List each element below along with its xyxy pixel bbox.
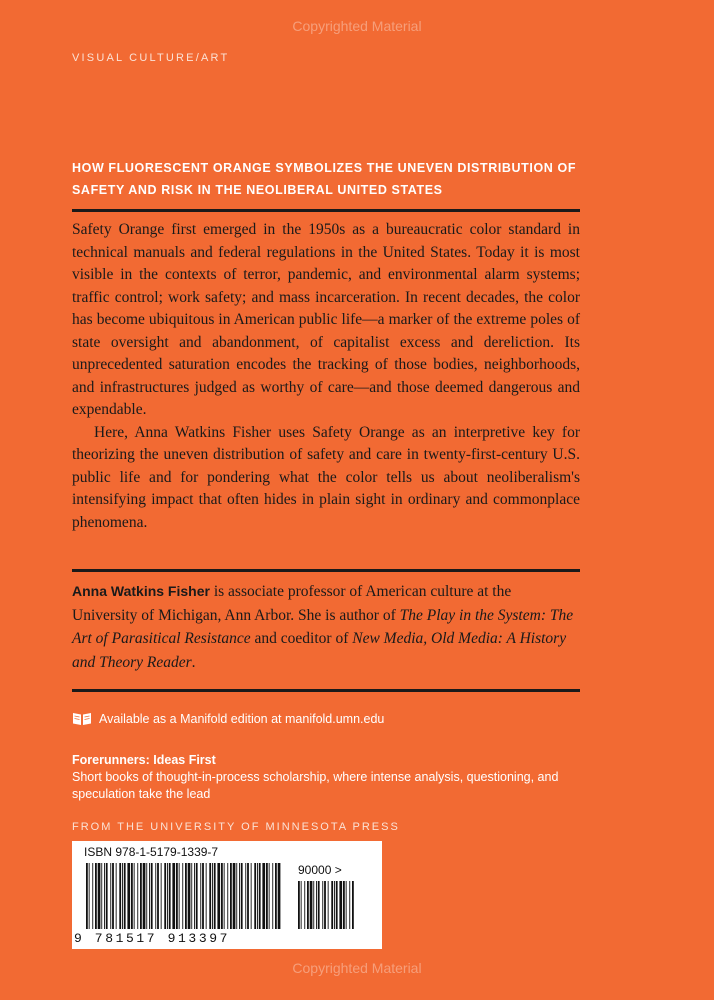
open-book-icon <box>72 711 92 726</box>
isbn-barcode-box <box>72 841 382 949</box>
price-barcode <box>298 881 356 929</box>
description-paragraph: Here, Anna Watkins Fisher uses Safety Orange as an interpretive key for theorizing the uneven distribution of safety and care in twenty-first-century U.S. public life and for pondering what the color tells us about neoliberalism's intensifying impact that often hides in plain sight in ordinary and commonplace phenomena. <box>72 423 580 531</box>
book-title: New Media, Old Media: A History and Theory Reader <box>72 630 567 671</box>
category-label: VISUAL CULTURE/ART <box>72 52 230 64</box>
manifold-note <box>72 711 384 726</box>
series-description: Short books of thought-in-process scholarship, where intense analysis, questioning, and speculation take the lead <box>72 770 559 801</box>
watermark-top: Copyrighted Material <box>292 18 422 34</box>
isbn-label: ISBN 978-1-5179-1339-7 <box>84 845 219 859</box>
author-name: Anna Watkins Fisher <box>72 583 210 599</box>
manifold-text: Available as a Manifold edition at manifold.umn.edu <box>99 711 385 726</box>
isbn-barcode <box>86 863 282 929</box>
divider <box>72 569 580 572</box>
publisher-line: FROM THE UNIVERSITY OF MINNESOTA PRESS <box>72 821 400 833</box>
series-info <box>72 752 580 803</box>
price-code: 90000 > <box>298 863 342 877</box>
book-description <box>72 219 580 534</box>
divider <box>72 689 580 692</box>
bio-text: is associate professor of American culture at the University of Michigan, Ann Arbor. She is author of <box>72 583 512 624</box>
bio-text: and coeditor of <box>250 630 353 647</box>
divider <box>72 209 580 212</box>
book-title: The Play in the System: The Art of Parasitical Resistance <box>72 606 574 647</box>
watermark-bottom: Copyrighted Material <box>292 960 422 976</box>
author-bio <box>72 580 580 674</box>
bio-text: . <box>191 653 196 671</box>
headline: HOW FLUORESCENT ORANGE SYMBOLIZES THE UNEVEN DISTRIBUTION OF SAFETY AND RISK IN THE NEOLIBERAL UNITED STATES <box>72 161 577 197</box>
barcode-digits: 9 781517 913397 <box>74 931 231 946</box>
series-title: Forerunners: Ideas First <box>72 753 216 767</box>
description-paragraph: Safety Orange first emerged in the 1950s as a bureaucratic color standard in technical manuals and federal regulations in the United States. Today it is most visible in the contexts of terror, pandemic, and environmental alarm systems; traffic control; work safety; and mass incarceration. In recent decades, the color has become ubiquitous in American public life—a marker of the extreme poles of state oversight and abandonment, of capitalist excess and dereliction. Its unprecedented saturation encodes the tracking of those bodies, neighborhoods, and infrastructures judged as worthy of care—and those deemed dangerous and expendable. <box>72 221 580 418</box>
